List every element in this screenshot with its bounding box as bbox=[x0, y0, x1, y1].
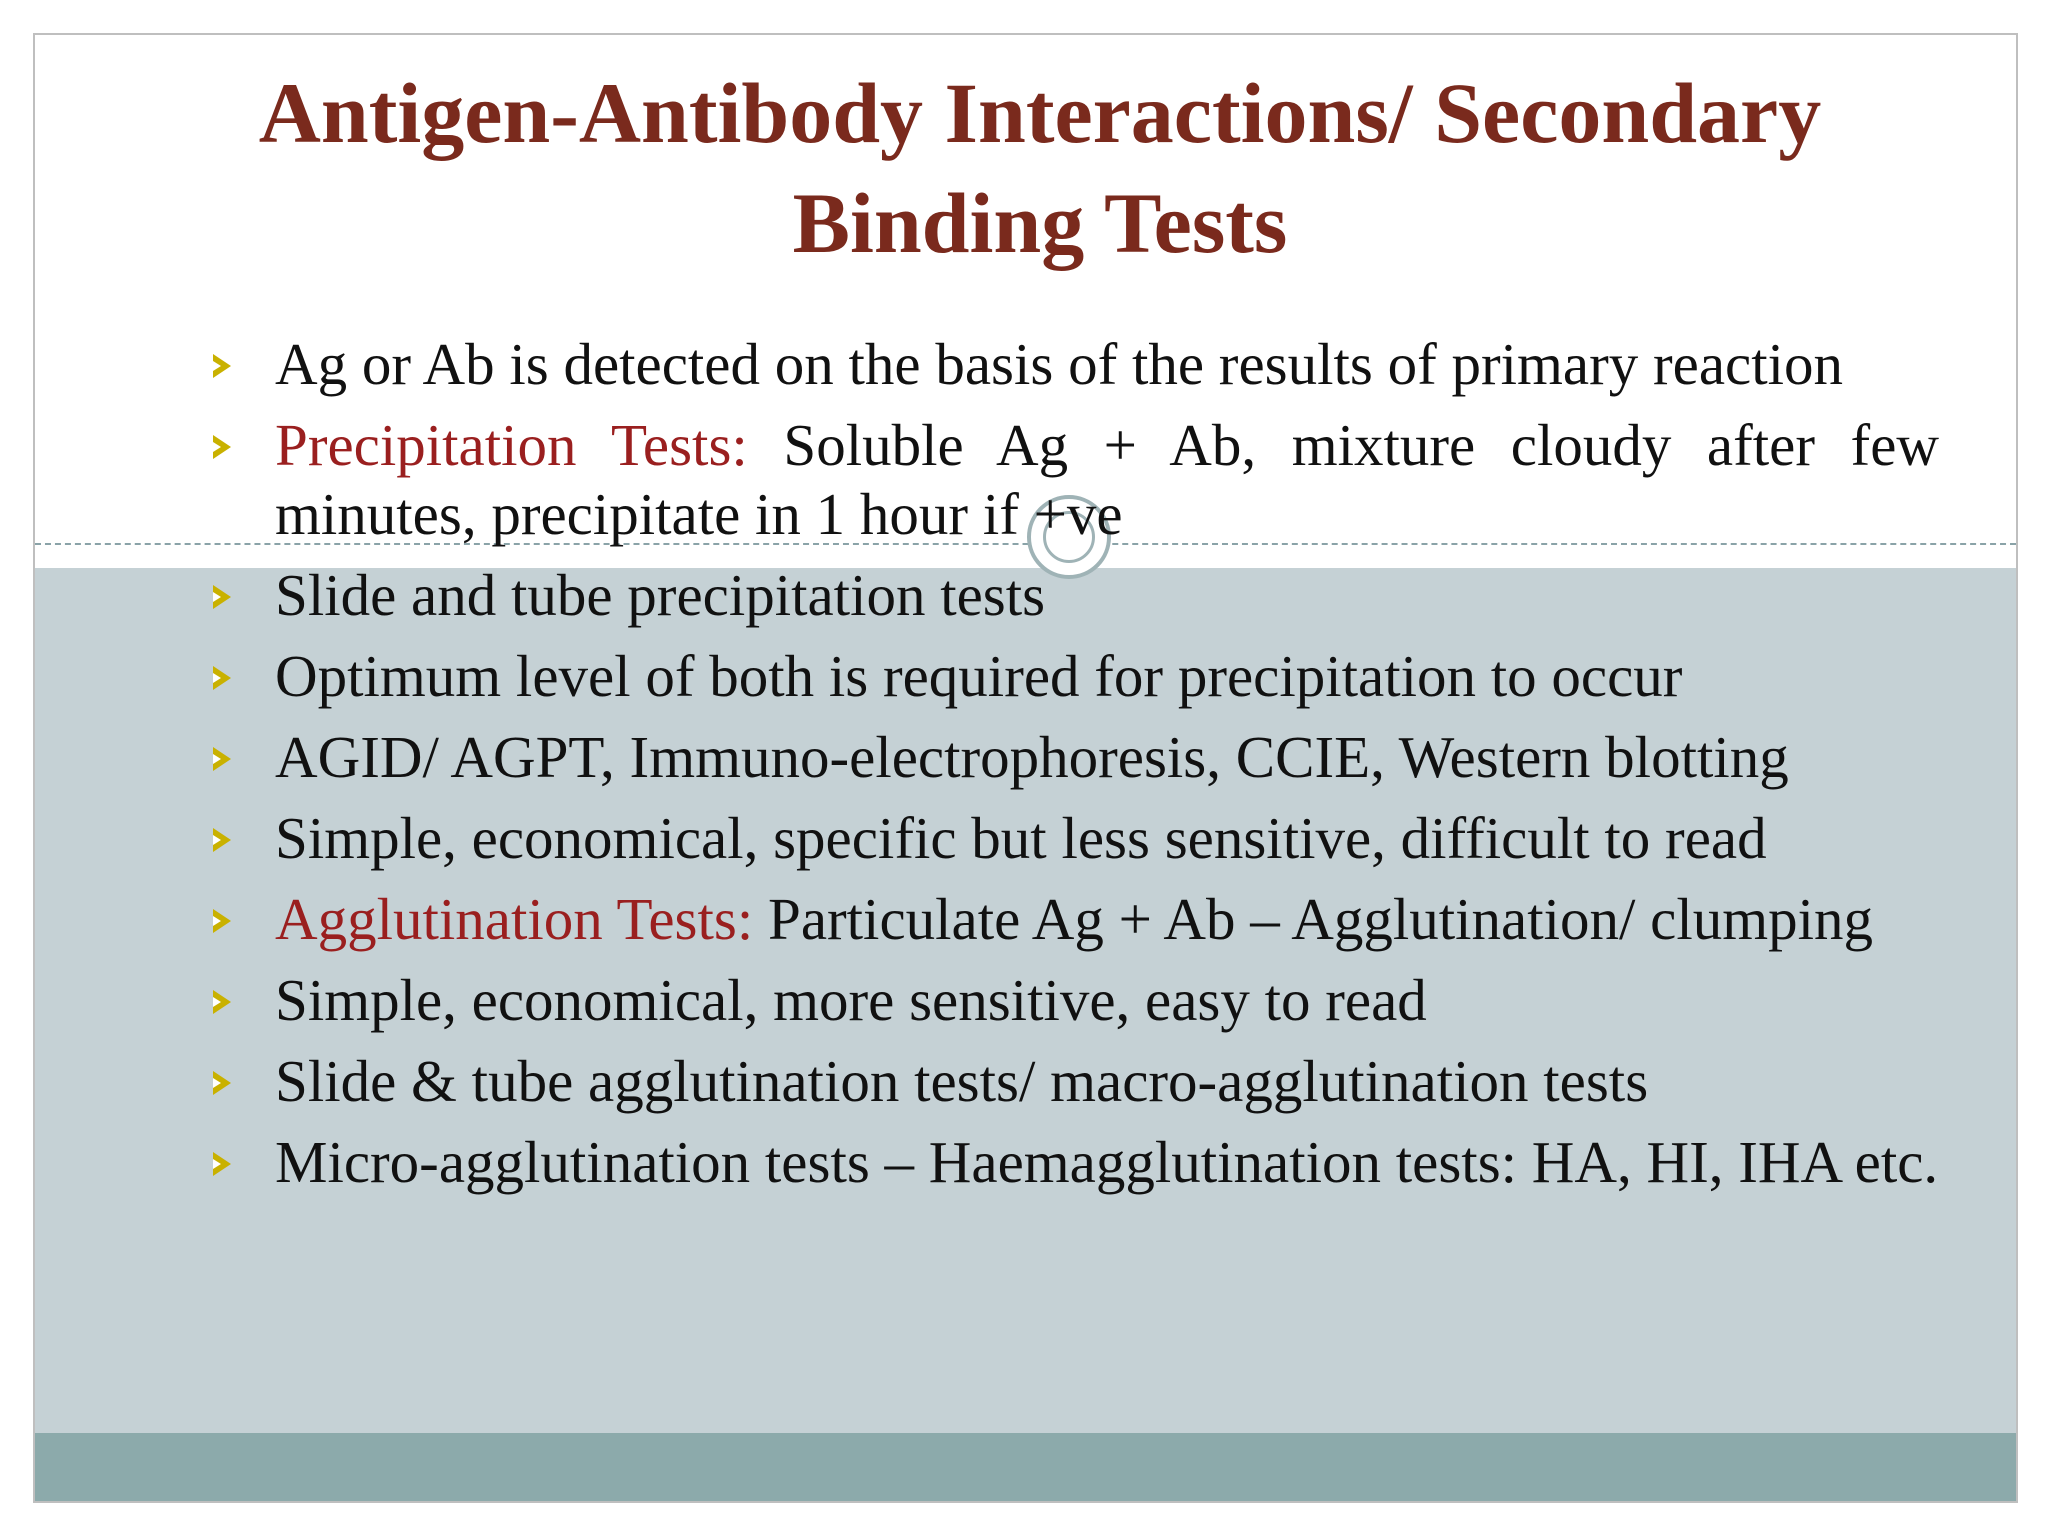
slide-footer-band bbox=[35, 1433, 2016, 1501]
bullet-text: Slide & tube agglutination tests/ macro-agglutination tests bbox=[275, 1048, 1649, 1114]
bullet-item bbox=[207, 723, 1939, 792]
arrow-bullet-icon bbox=[213, 435, 231, 459]
arrow-bullet-icon bbox=[213, 828, 231, 852]
bullet-item bbox=[207, 966, 1939, 1035]
bullet-text: Ag or Ab is detected on the basis of the results of primary reaction bbox=[275, 331, 1843, 397]
bullet-text: Optimum level of both is required for precipitation to occur bbox=[275, 643, 1683, 709]
arrow-bullet-icon bbox=[213, 1152, 231, 1176]
bullet-text: Simple, economical, more sensitive, easy to read bbox=[275, 967, 1427, 1033]
bullet-lead: Agglutination Tests: bbox=[275, 886, 754, 952]
bullet-text: Soluble Ag + Ab, mixture cloudy after few minutes, precipitate in 1 hour if +ve bbox=[275, 412, 1940, 547]
bullet-list bbox=[207, 330, 1939, 1209]
bullet-item bbox=[207, 1047, 1939, 1116]
bullet-item bbox=[207, 1128, 1939, 1197]
bullet-item bbox=[207, 885, 1939, 954]
bullet-text: Particulate Ag + Ab – Agglutination/ clumping bbox=[753, 886, 1874, 952]
arrow-bullet-icon bbox=[213, 1071, 231, 1095]
bullet-item bbox=[207, 561, 1939, 630]
bullet-text: AGID/ AGPT, Immuno-electrophoresis, CCIE, Western blotting bbox=[275, 724, 1789, 790]
bullet-item bbox=[207, 642, 1939, 711]
bullet-item bbox=[207, 804, 1939, 873]
bullet-text: Slide and tube precipitation tests bbox=[275, 562, 1046, 628]
bullet-item bbox=[207, 330, 1939, 399]
arrow-bullet-icon bbox=[213, 909, 231, 933]
arrow-bullet-icon bbox=[213, 354, 231, 378]
bullet-item bbox=[207, 411, 1939, 549]
slide-title: Antigen-Antibody Interactions/ Secondary Binding Tests bbox=[258, 65, 1822, 271]
arrow-bullet-icon bbox=[213, 585, 231, 609]
bullet-text: Simple, economical, specific but less sensitive, difficult to read bbox=[275, 805, 1767, 871]
arrow-bullet-icon bbox=[213, 990, 231, 1014]
arrow-bullet-icon bbox=[213, 666, 231, 690]
arrow-bullet-icon bbox=[213, 747, 231, 771]
bullet-lead: Precipitation Tests: bbox=[275, 412, 748, 478]
bullet-text: Micro-agglutination tests – Haemagglutination tests: HA, HI, IHA etc. bbox=[275, 1129, 1939, 1195]
